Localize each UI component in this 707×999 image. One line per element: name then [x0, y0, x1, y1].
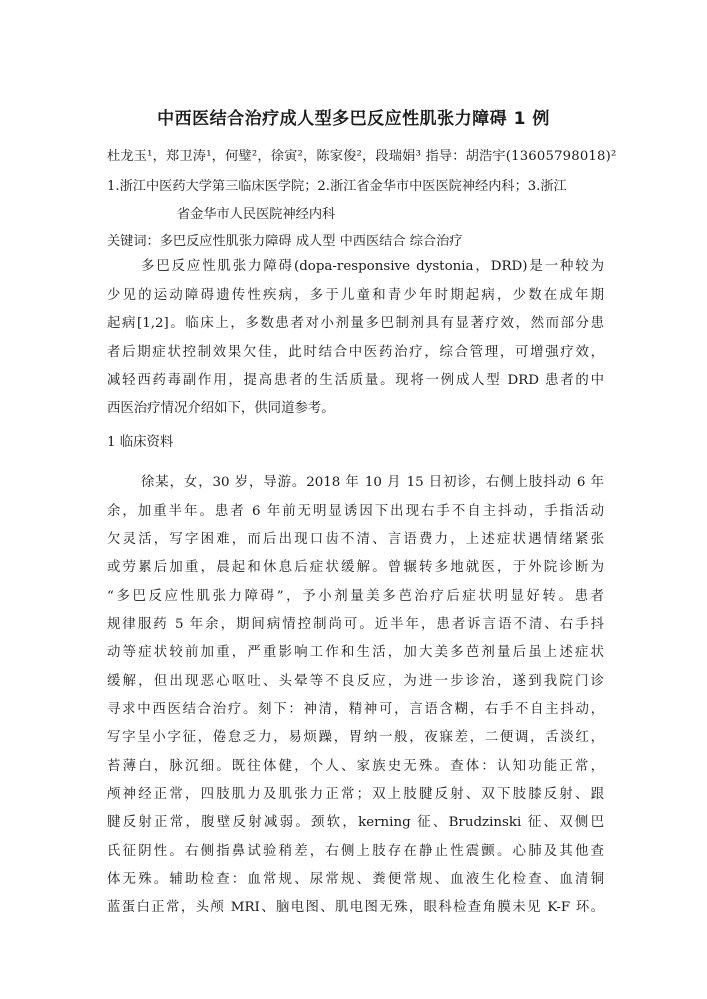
- intro-line: 起病[1,2]。临床上，多数患者对小剂量多巴制剂具有显著疗效，然而部分患: [107, 316, 604, 331]
- case-line: 动等症状较前加重，严重影响工作和生活，加大美多芭剂量后虽上述症状: [107, 645, 604, 660]
- case-line: 颅神经正常，四肢肌力及肌张力正常；双上肢腱反射、双下肢膝反射、跟: [107, 787, 604, 802]
- intro-line: 多巴反应性肌张力障碍(dopa-responsive dystonia，DRD)是一种较为: [141, 259, 604, 274]
- intro-line: 西医治疗情况介绍如下，供同道参考。: [107, 401, 335, 416]
- paper-title: 中西医结合治疗成人型多巴反应性肌张力障碍 1 例: [157, 109, 550, 129]
- affiliation-line-2: 省金华市人民医院神经内科: [177, 207, 336, 222]
- case-line: 氏征阴性。右侧指鼻试验稍差，右侧上肢存在静止性震颤。心肺及其他查: [107, 844, 604, 859]
- case-line: “多巴反应性肌张力障碍”，予小剂量美多芭治疗后症状明显好转。患者: [107, 589, 604, 604]
- intro-line: 减轻西药毒副作用，提高患者的生活质量。现将一例成人型 DRD 患者的中: [107, 373, 604, 388]
- case-line: 规律服药 5 年余，期间病情控制尚可。近半年，患者诉言语不清、右手抖: [107, 617, 604, 632]
- case-line: 缓解，但出现恶心呕吐、头晕等不良反应，为进一步诊治，遂到我院门诊: [107, 674, 604, 689]
- authors-line: 杜龙玉¹，郑卫涛¹，何璧²，徐寅²，陈家俊²，段瑞娟³ 指导：胡浩宇(13605798018)²: [107, 149, 617, 164]
- case-line: 欠灵活，写字困难，而后出现口齿不清、言语费力，上述症状遇情绪紧张: [107, 532, 604, 547]
- affiliation-line-1: 1.浙江中医药大学第三临床医学院；2.浙江省金华市中医医院神经内科；3.浙江: [107, 179, 567, 194]
- case-line: 苔薄白，脉沉细。既往体健，个人、家族史无殊。查体：认知功能正常，: [107, 759, 604, 774]
- case-line: 写字呈小字征，倦怠乏力，易烦躁，胃纳一般，夜寐差，二便调，舌淡红，: [107, 730, 604, 745]
- case-line: 余，加重半年。患者 6 年前无明显诱因下出现右手不自主抖动，手指活动: [107, 504, 604, 519]
- section-heading: 1 临床资料: [107, 435, 174, 450]
- keywords-line: 关键词：多巴反应性肌张力障碍 成人型 中西医结合 综合治疗: [107, 234, 463, 249]
- case-line: 寻求中西医结合治疗。刻下：神清，精神可，言语含糊，右手不自主抖动，: [107, 702, 604, 717]
- case-line: 徐某，女，30 岁，导游。2018 年 10 月 15 日初诊，右侧上肢抖动 6 年: [141, 475, 604, 490]
- case-line: 蓝蛋白正常，头颅 MRI、脑电图、肌电图无殊，眼科检查角膜未见 K-F 环。: [107, 900, 604, 915]
- intro-line: 者后期症状控制效果欠佳，此时结合中医药治疗，综合管理，可增强疗效，: [107, 345, 604, 360]
- intro-line: 少见的运动障碍遗传性疾病，多于儿童和青少年时期起病，少数在成年期: [107, 288, 604, 303]
- case-line: 体无殊。辅助检查：血常规、尿常规、粪便常规、血液生化检查、血清铜: [107, 872, 604, 887]
- case-line: 或劳累后加重，晨起和休息后症状缓解。曾辗转多地就医，于外院诊断为: [107, 560, 604, 575]
- case-line: 腱反射正常，腹壁反射减弱。颈软，kerning 征、Brudzinski 征、双侧巴: [107, 815, 604, 830]
